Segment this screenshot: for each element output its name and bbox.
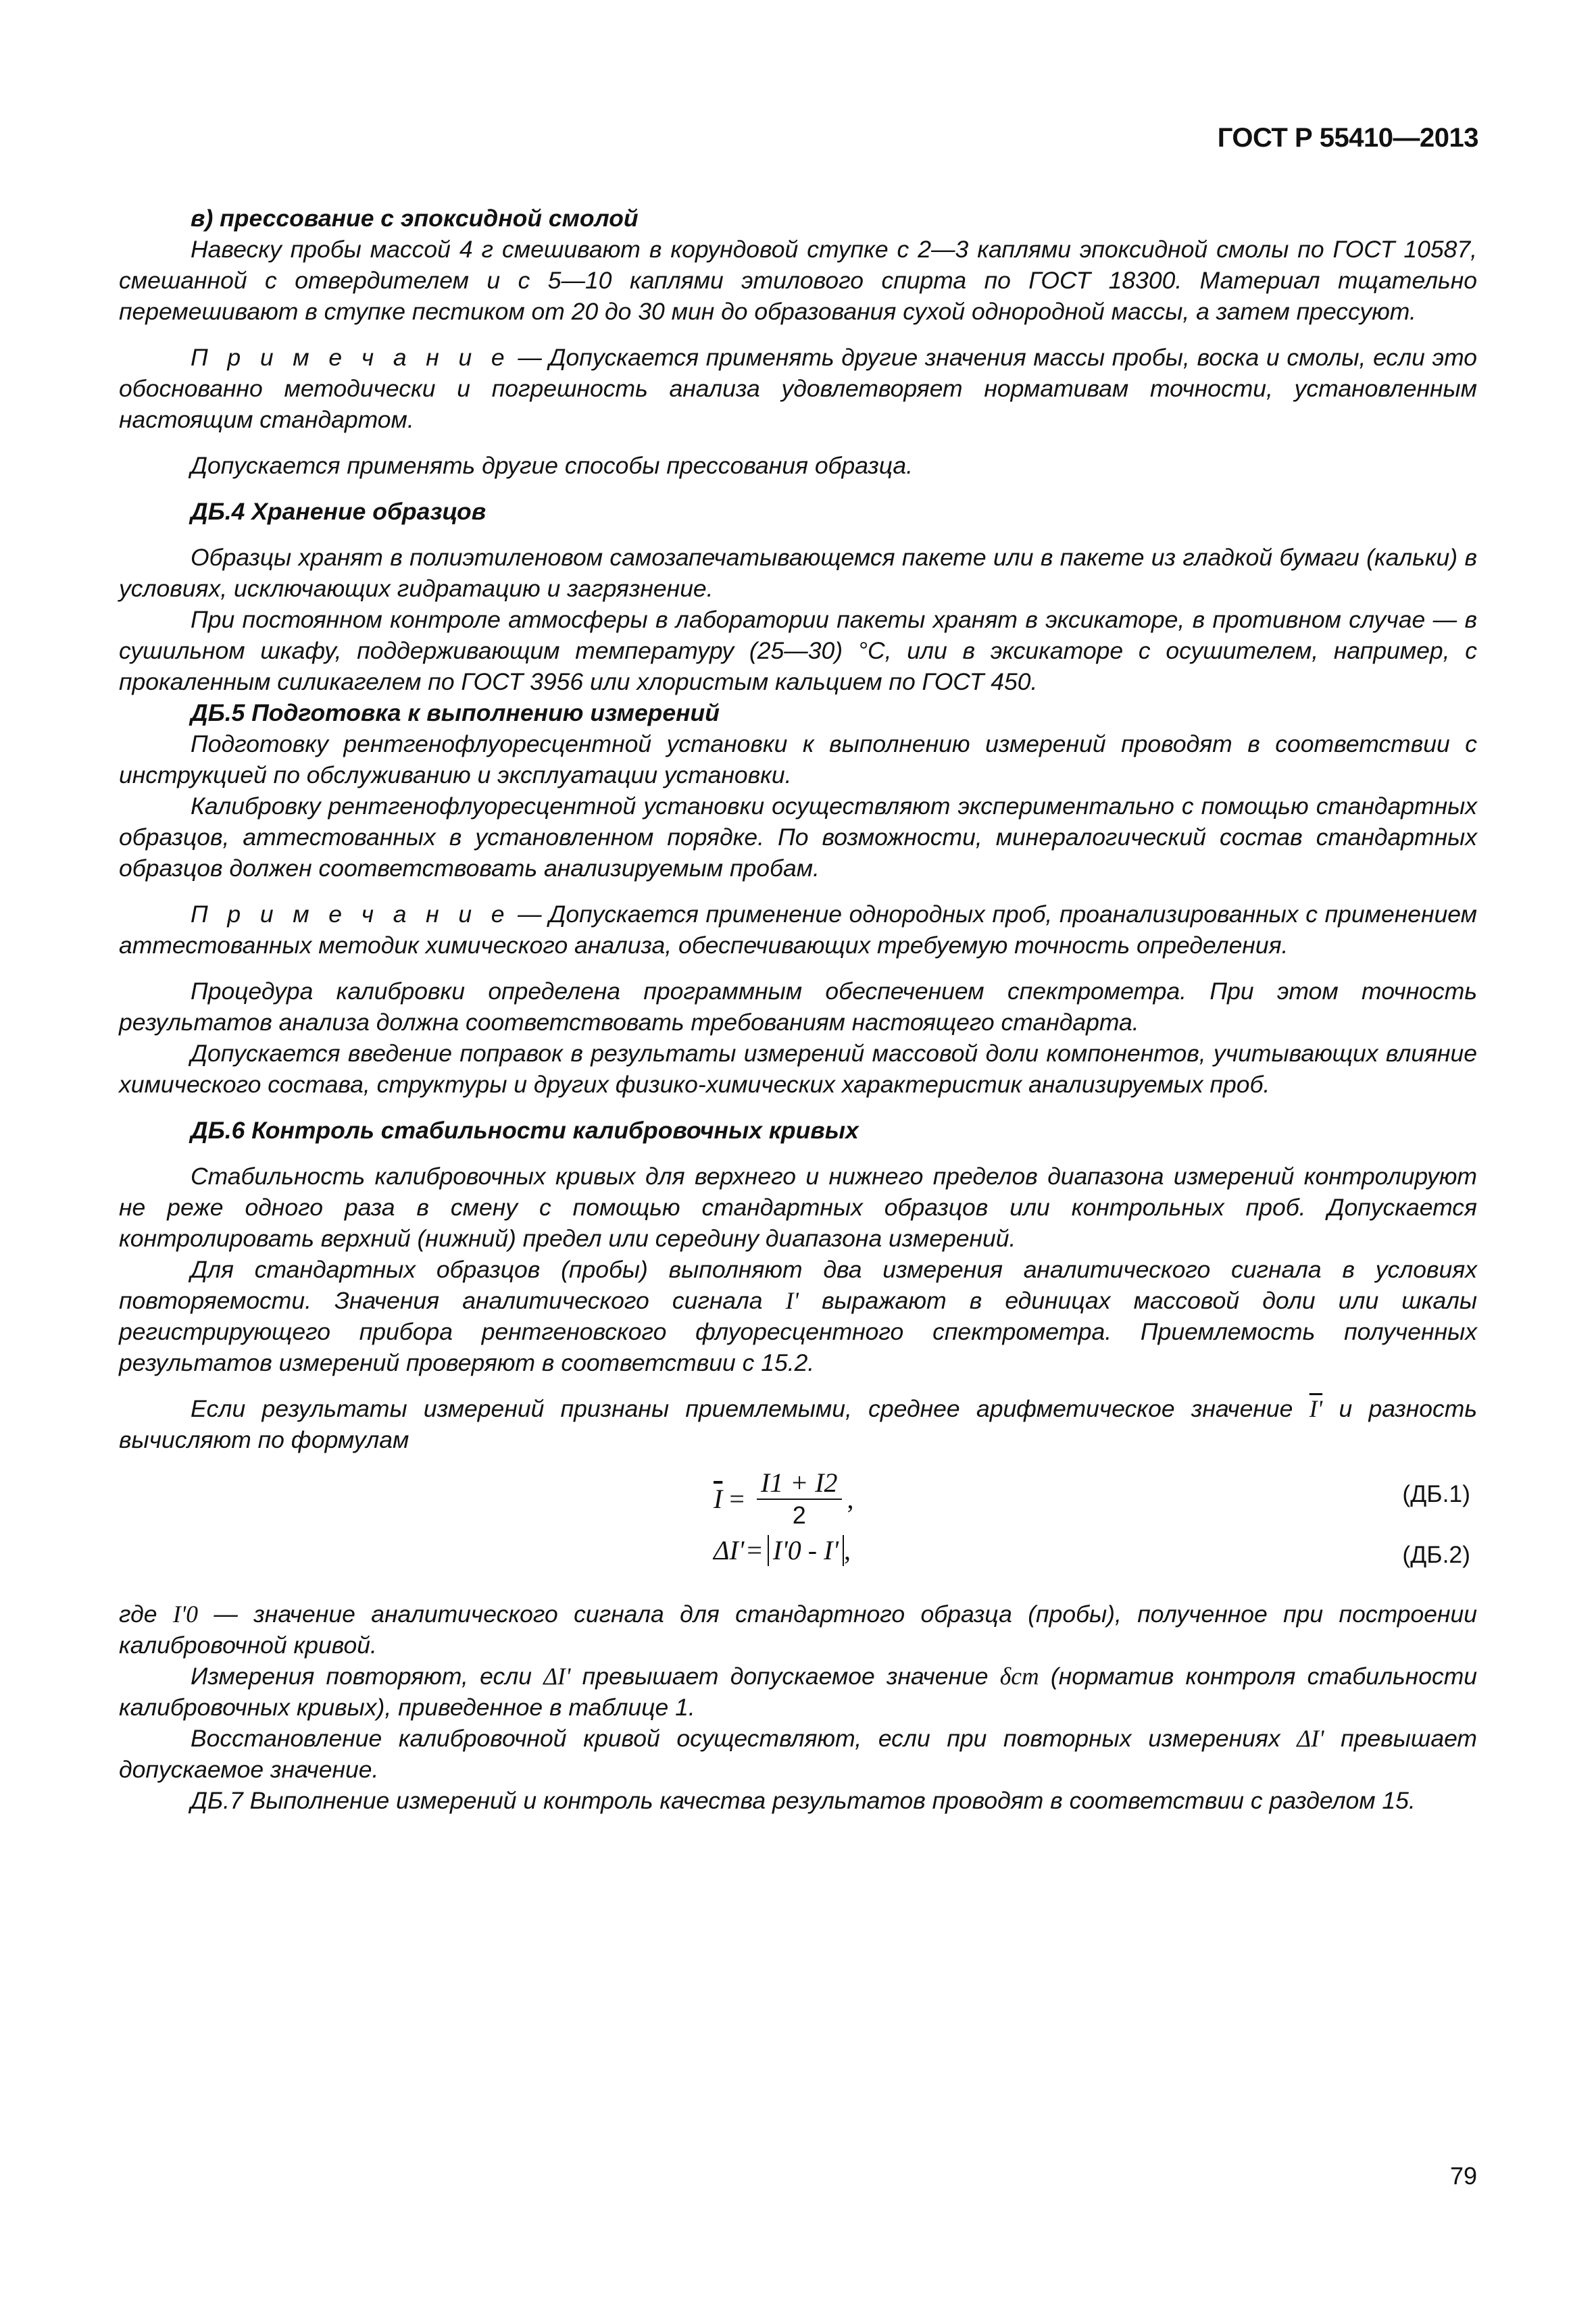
formula-lhs: $\overline{I}$ <box>714 1484 723 1514</box>
subsection-heading: в) прессование с эпоксидной смолой <box>191 205 639 232</box>
fraction-numerator: I1 + I2 <box>757 1467 842 1500</box>
page-number: 79 <box>1449 2162 1477 2190</box>
document-body <box>119 203 1477 1816</box>
formula-equals: = <box>729 1484 745 1514</box>
formula-db1 <box>119 1455 1477 1529</box>
page-header-doc-code: ГОСТ Р 55410—2013 <box>1217 123 1478 153</box>
symbol-delta-st: δст <box>999 1663 1039 1690</box>
formula-number: (ДБ.1) <box>1402 1480 1470 1507</box>
paragraph: Образцы хранят в полиэтиленовом самозапечатывающемся пакете или в пакете из гладкой бумаги (кальки) в условиях, исключающих гидратацию и загрязнение. <box>119 544 1477 602</box>
symbol-i0-prime: I'0 <box>172 1601 199 1628</box>
paragraph: При постоянном контроле атмосферы в лаборатории пакеты хранят в эксикаторе, в противном случае — в сушильном шкафу, поддерживающим температуру (25—30) °С, или в эксикаторе с осушителем, например, с прокаленным силикагелем по ГОСТ 3956 или хлористым кальцием по ГОСТ 450. <box>119 606 1477 695</box>
note-text: — Допускается применять другие значения массы пробы, воска и смолы, если это обоснованно методически и погрешность анализа удовлетворяет нормативам точности, установленным настоящим стандартом. <box>119 344 1477 433</box>
note-label: П р и м е ч а н и е <box>191 901 511 928</box>
formula-equals: = <box>747 1535 762 1565</box>
paragraph: ДБ.7 Выполнение измерений и контроль качества результатов проводят в соответствии с разделом 15. <box>191 1787 1416 1814</box>
paragraph: Измерения повторяют, если ΔI' превышает допускаемое значение δст (норматив контроля стабильности калибровочных кривых), приведенное в таблице 1. <box>119 1663 1478 1721</box>
formula-abs: I'0 - I' <box>768 1535 844 1566</box>
formula-lhs: ΔI' <box>714 1535 745 1565</box>
symbol-i-prime-mean: I' <box>1309 1395 1323 1422</box>
section-heading-db5: ДБ.5 Подготовка к выполнению измерений <box>191 699 720 726</box>
paragraph: Стабильность калибровочных кривых для верхнего и нижнего пределов диапазона измерений контролируют не реже одного раза в смену с помощью стандартных образцов или контрольных проб. Допускается контролировать верхний (нижний) предел или середину диапазона измерений. <box>119 1163 1477 1252</box>
paragraph: Если результаты измерений признаны приемлемыми, среднее арифметическое значение I' и разность вычисляют по формулам <box>119 1395 1477 1453</box>
paragraph: где I'0 — значение аналитического сигнала для стандартного образца (пробы), полученное при построении калибровочной кривой. <box>119 1601 1477 1659</box>
formula-expression <box>714 1535 851 1566</box>
note-text: — Допускается применение однородных проб, проанализированных с применением аттестованных методик химического анализа, обеспечивающих требуемую точность определения. <box>119 901 1477 959</box>
paragraph: Процедура калибровки определена программным обеспечением спектрометра. При этом точность результатов анализа должна соответствовать требованиям настоящего стандарта. <box>119 978 1477 1036</box>
fraction-denominator: 2 <box>792 1501 806 1529</box>
paragraph: Допускается введение поправок в результаты измерений массовой доли компонентов, учитывающих влияние химического состава, структуры и других физико-химических характеристик анализируемых проб. <box>119 1040 1477 1098</box>
formula-number: (ДБ.2) <box>1402 1541 1470 1568</box>
paragraph: Подготовку рентгенофлуоресцентной установки к выполнению измерений проводят в соответствии с инструкцией по обслуживанию и эксплуатации установки. <box>119 730 1477 788</box>
paragraph: Для стандартных образцов (пробы) выполняют два измерения аналитического сигнала в условиях повторяемости. Значения аналитического сигнала I' выражают в единицах массовой доли или шкалы регистрирующего прибора рентгеновского флуоресцентного спектрометра. Приемлемость полученных результатов измерений проверяют в соответствии с 15.2. <box>119 1256 1477 1376</box>
note-paragraph <box>119 342 1477 435</box>
symbol-delta-i-prime: ΔI' <box>1297 1725 1324 1752</box>
symbol-delta-i-prime: ΔI' <box>543 1663 571 1690</box>
formula-tail: , <box>844 1535 851 1565</box>
paragraph: Восстановление калибровочной кривой осуществляют, если при повторных измерениях ΔI' превышает допускаемое значение. <box>119 1725 1477 1783</box>
formula-expression <box>714 1467 854 1531</box>
note-label: П р и м е ч а н и е <box>191 344 511 371</box>
note-paragraph <box>119 899 1477 961</box>
paragraph: Калибровку рентгенофлуоресцентной установки осуществляют экспериментально с помощью стандартных образцов, аттестованных в установленном порядке. По возможности, минералогический состав стандартных образцов должен соответствовать анализируемым пробам. <box>119 793 1477 882</box>
paragraph: Допускается применять другие способы прессования образца. <box>191 452 914 479</box>
section-heading-db4: ДБ.4 Хранение образцов <box>191 498 487 525</box>
formula-fraction <box>757 1467 842 1531</box>
paragraph: Навеску пробы массой 4 г смешивают в корундовой ступке с 2—3 каплями эпоксидной смолы по ГОСТ 10587, смешанной с отвердителем и с 5—10 каплями этилового спирта по ГОСТ 18300. Материал тщательно перемешивают в ступке пестиком от 20 до 30 мин до образования сухой однородной массы, а затем прессуют. <box>119 236 1477 325</box>
section-heading-db6: ДБ.6 Контроль стабильности калибровочных кривых <box>191 1117 859 1144</box>
formula-db2 <box>119 1526 1477 1584</box>
symbol-i-prime: I' <box>785 1287 799 1314</box>
formula-tail: , <box>847 1484 854 1514</box>
